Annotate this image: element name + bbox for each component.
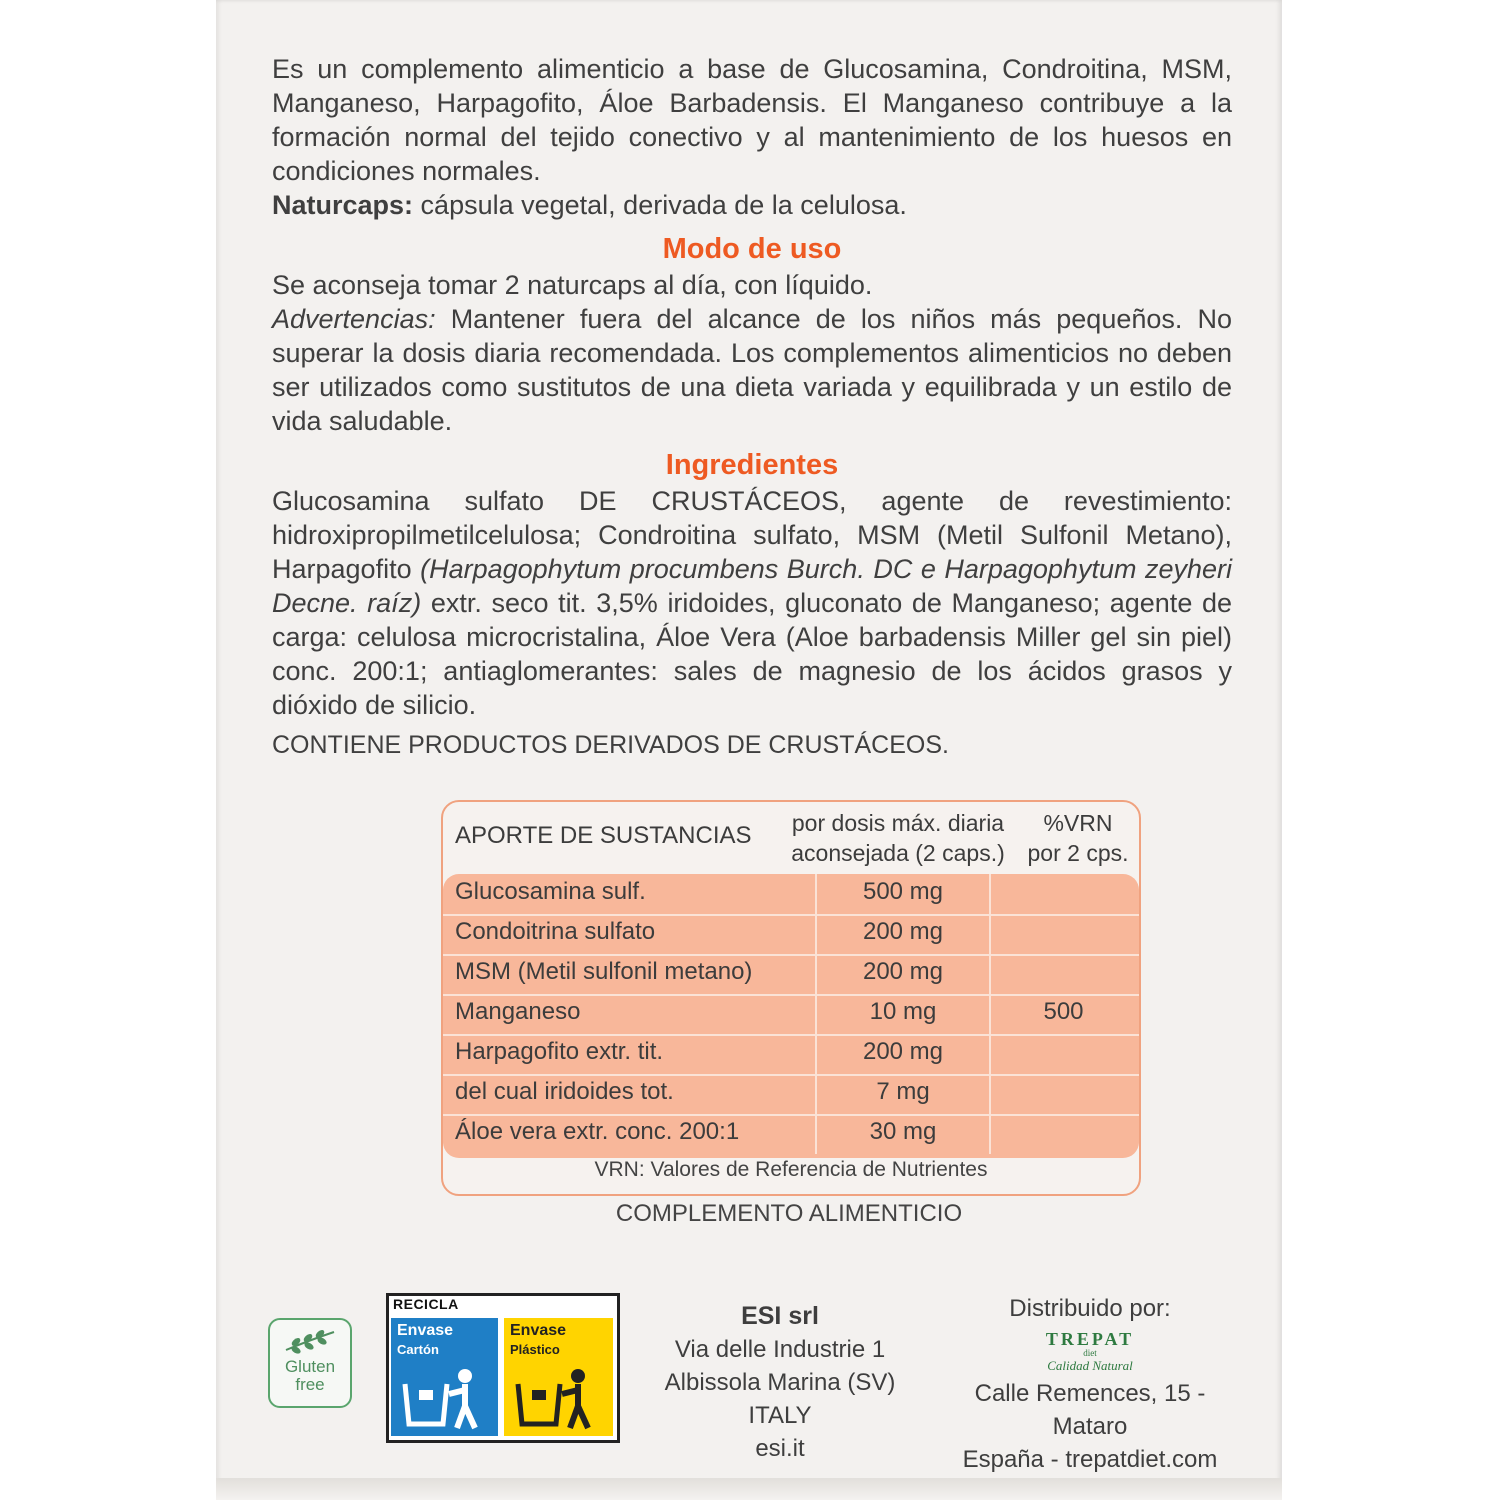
carton-line2: Cartón: [397, 1342, 439, 1357]
warnings-text: Mantener fuera del alcance de los niños más pequeños. No superar la dosis diaria recomendada. Los complementos alimenticios no deben ser utilizados como sustitutos de una dieta variada y equilibrada y un estilo de vida saludable.: [272, 304, 1232, 436]
table-row: [443, 994, 1139, 1036]
table-footnote: VRN: Valores de Referencia de Nutrientes: [594, 1158, 988, 1181]
row-substance: Manganeso: [455, 998, 581, 1025]
manufacturer-line1: Via delle Industrie 1: [674, 1336, 886, 1363]
header-dose: [778, 808, 1018, 868]
header-substances: APORTE DE SUSTANCIAS: [455, 822, 752, 849]
row-amount: 200 mg: [815, 1034, 991, 1074]
row-substance: Áloe vera extr. conc. 200:1: [455, 1118, 740, 1145]
distributor-line2: España - trepatdiet.com: [962, 1446, 1218, 1473]
naturcaps-label: Naturcaps:: [272, 190, 414, 220]
row-vrn: 500: [1043, 998, 1084, 1025]
distributor-block: [940, 1292, 1240, 1476]
recycling-plastic: [504, 1318, 613, 1436]
warnings-paragraph: [272, 302, 1232, 438]
warnings-label: Advertencias:: [272, 304, 436, 334]
row-substance: del cual iridoides tot.: [455, 1078, 674, 1105]
table-row: [443, 914, 1139, 956]
nutrition-table-header: [443, 802, 1139, 874]
naturcaps-text: cápsula vegetal, derivada de la celulosa.: [413, 190, 907, 220]
trepat-logo: [1030, 1329, 1150, 1377]
manufacturer-website: esi.it: [755, 1435, 805, 1462]
table-row: [443, 1074, 1139, 1116]
manufacturer-block: [640, 1300, 920, 1465]
recycling-title: RECICLA: [393, 1296, 459, 1312]
trepat-brand: TREPAT: [1045, 1329, 1135, 1349]
food-supplement-label: COMPLEMENTO ALIMENTICIO: [615, 1200, 963, 1227]
plastic-line1: Envase: [510, 1322, 567, 1339]
ingredients-paragraph: [272, 484, 1232, 722]
manufacturer-name: ESI srl: [741, 1302, 819, 1330]
plastic-line2: Plástico: [510, 1342, 560, 1357]
distributor-label: Distribuido por:: [1009, 1295, 1171, 1322]
wheat-icon: [282, 1326, 338, 1356]
gluten-line1: Gluten: [284, 1357, 336, 1376]
ingredients-part1: Glucosamina sulfato DE CRUSTÁCEOS, agente de revestimiento: hidroxipropilmetilcelulosa; Condroitina sulfato, MSM (Metil Sulfonil Metano), Harpagofito: [272, 486, 1232, 584]
table-row: [443, 874, 1139, 916]
row-amount: 200 mg: [815, 954, 991, 994]
trepat-tagline: Calidad Natural: [1047, 1358, 1133, 1373]
recycle-bin-person-icon: [512, 1366, 602, 1432]
manufacturer-line2: Albissola Marina (SV) ITALY: [664, 1369, 896, 1429]
label-text: [272, 52, 1232, 762]
row-substance: Glucosamina sulf.: [455, 878, 646, 905]
row-amount: 10 mg: [815, 994, 991, 1034]
recycling-carton: [391, 1318, 498, 1436]
naturcaps-line: [272, 188, 1232, 222]
usage-text: Se aconseja tomar 2 naturcaps al día, con líquido.: [272, 270, 873, 300]
header-vrn-line2: por 2 cps.: [1027, 840, 1129, 866]
intro-text: Es un complemento alimenticio a base de Glucosamina, Condroitina, MSM, Manganeso, Harpagofito, Áloe Barbadensis. El Manganeso contribuye a la formación normal del tejido conectivo y al mantenimiento de los huesos en condiciones normales.: [272, 54, 1232, 186]
row-amount: 30 mg: [815, 1114, 991, 1154]
nutrition-table-body: [443, 874, 1139, 1158]
header-dose-line1: por dosis máx. diaria: [791, 810, 1005, 836]
ingredients-heading: Ingredientes: [665, 449, 839, 481]
recycle-bin-person-icon: [399, 1366, 489, 1432]
ingredients-latin-names: (Harpagophytum procumbens Burch. DC e Harpagophytum zeyheri Decne. raíz): [272, 554, 1232, 618]
distributor-line1: Calle Remences, 15 - Mataro: [974, 1380, 1206, 1440]
package-bottom-edge: [216, 1478, 1282, 1500]
row-substance: Harpagofito extr. tit.: [455, 1038, 664, 1065]
row-amount: 500 mg: [815, 874, 991, 914]
recycling-label: [386, 1293, 620, 1443]
row-substance: Condoitrina sulfato: [455, 918, 656, 945]
carton-line1: Envase: [397, 1322, 454, 1339]
header-vrn: [1018, 808, 1138, 868]
table-row: [443, 1034, 1139, 1076]
ingredients-part2: extr. seco tit. 3,5% iridoides, gluconato de Manganeso; agente de carga: celulosa microcristalina, Áloe Vera (Aloe barbadensis Miller gel sin piel) conc. 200:1; antiaglomerantes: sales de magnesio de los ácidos grasos y dióxido de silicio.: [272, 588, 1232, 720]
header-dose-line2: aconsejada (2 caps.): [791, 840, 1005, 866]
row-substance: MSM (Metil sulfonil metano): [455, 958, 753, 985]
intro-paragraph: [272, 52, 1232, 188]
row-amount: 7 mg: [815, 1074, 991, 1114]
row-amount: 200 mg: [815, 914, 991, 954]
trepat-brand-small: diet: [1083, 1348, 1097, 1358]
table-row: [443, 1114, 1139, 1154]
nutrition-table: [441, 800, 1141, 1196]
table-row: [443, 954, 1139, 996]
gluten-line2: free: [295, 1375, 325, 1394]
gluten-free-badge: [268, 1318, 352, 1408]
usage-heading: Modo de uso: [662, 233, 842, 265]
allergen-warning: CONTIENE PRODUCTOS DERIVADOS DE CRUSTÁCEOS.: [272, 731, 949, 759]
header-vrn-line1: %VRN: [1043, 810, 1113, 836]
